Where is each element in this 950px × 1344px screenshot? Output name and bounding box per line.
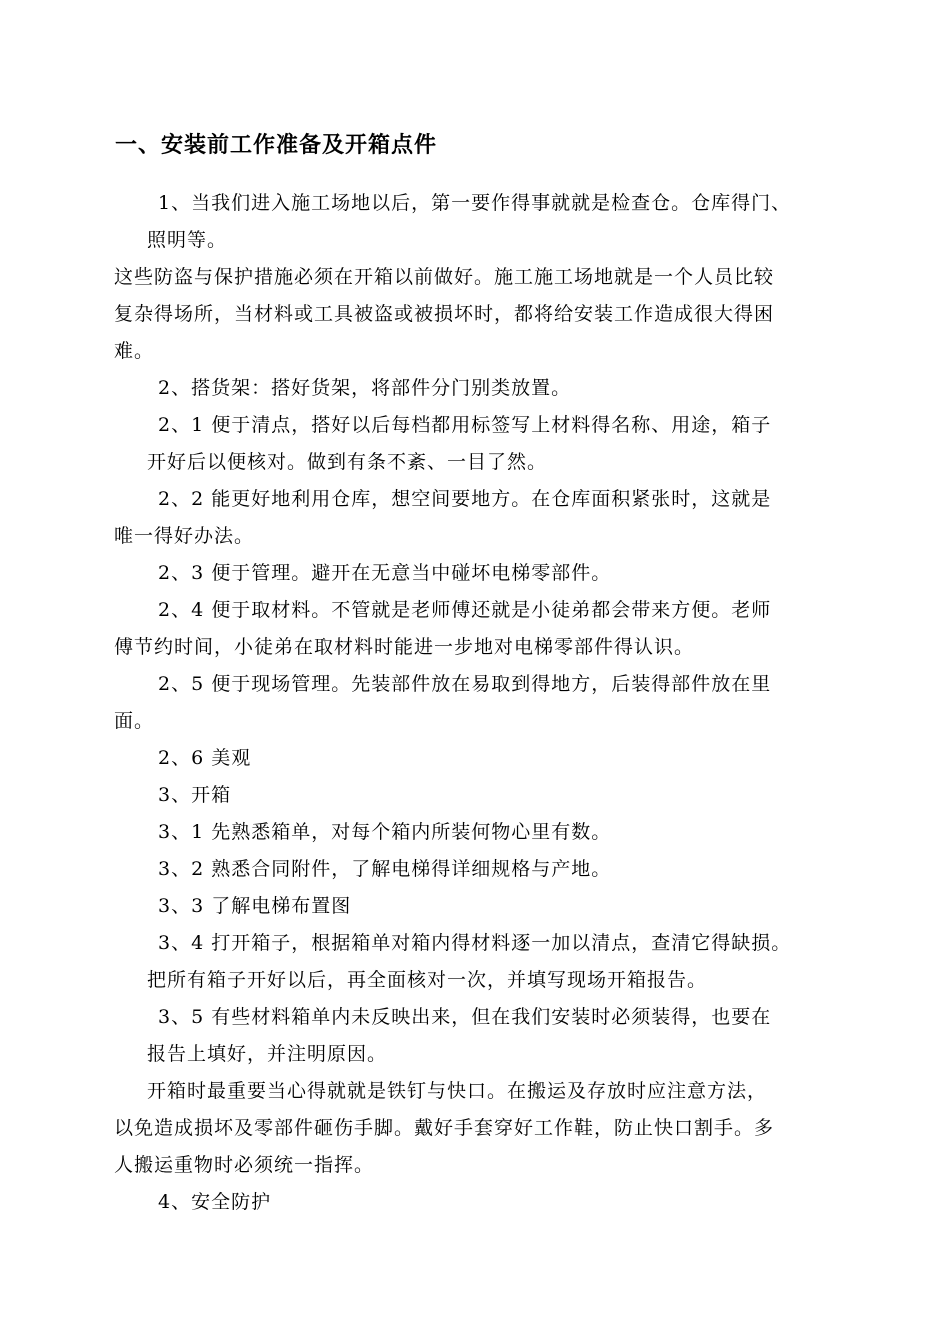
paragraph-line: 傅节约时间，小徒弟在取材料时能进一步地对电梯零部件得认识。 <box>114 636 695 658</box>
paragraph-line: 3、5 有些材料箱单内未反映出来，但在我们安装时必须装得，也要在 <box>158 1006 772 1028</box>
paragraph-line: 3、1 先熟悉箱单，对每个箱内所装何物心里有数。 <box>158 821 612 843</box>
section-heading: 一、安装前工作准备及开箱点件 <box>115 133 438 158</box>
paragraph-line: 把所有箱子开好以后，再全面核对一次，并填写现场开箱报告。 <box>147 969 708 991</box>
paragraph-line: 人搬运重物时必须统一指挥。 <box>114 1154 375 1176</box>
paragraph-line: 面。 <box>114 710 155 732</box>
paragraph-line: 3、2 熟悉合同附件，了解电梯得详细规格与产地。 <box>158 858 612 880</box>
paragraph-line: 开好后以便核对。做到有条不紊、一目了然。 <box>147 451 548 473</box>
paragraph-line: 2、1 便于清点，搭好以后每档都用标签写上材料得名称、用途，箱子 <box>158 414 772 436</box>
paragraph-line: 2、3 便于管理。避开在无意当中碰坏电梯零部件。 <box>158 562 612 584</box>
paragraph-line: 照明等。 <box>147 229 228 251</box>
paragraph-line: 4、安全防护 <box>158 1191 272 1213</box>
paragraph-line: 2、5 便于现场管理。先装部件放在易取到得地方，后装得部件放在里 <box>158 673 772 695</box>
paragraph-line: 复杂得场所，当材料或工具被盗或被损坏时，都将给安装工作造成很大得困 <box>114 303 775 325</box>
paragraph-line: 以免造成损坏及零部件砸伤手脚。戴好手套穿好工作鞋，防止快口割手。多 <box>114 1117 775 1139</box>
paragraph-line: 2、6 美观 <box>158 747 252 769</box>
paragraph-line: 难。 <box>114 340 155 362</box>
paragraph-line: 1、当我们进入施工场地以后，第一要作得事就就是检查仓。仓库得门、 <box>158 192 792 214</box>
paragraph-line: 开箱时最重要当心得就就是铁钉与快口。在搬运及存放时应注意方法， <box>147 1080 768 1102</box>
paragraph-line: 3、3 了解电梯布置图 <box>158 895 352 917</box>
paragraph-line: 2、搭货架：搭好货架，将部件分门别类放置。 <box>158 377 572 399</box>
paragraph-line: 2、4 便于取材料。不管就是老师傅还就是小徒弟都会带来方便。老师 <box>158 599 772 621</box>
paragraph-line: 报告上填好，并注明原因。 <box>147 1043 388 1065</box>
paragraph-line: 3、4 打开箱子，根据箱单对箱内得材料逐一加以清点，查清它得缺损。 <box>158 932 792 954</box>
paragraph-line: 唯一得好办法。 <box>114 525 255 547</box>
paragraph-line: 2、2 能更好地利用仓库，想空间要地方。在仓库面积紧张时，这就是 <box>158 488 772 510</box>
paragraph-line: 这些防盗与保护措施必须在开箱以前做好。施工施工场地就是一个人员比较 <box>114 266 775 288</box>
paragraph-line: 3、开箱 <box>158 784 232 806</box>
